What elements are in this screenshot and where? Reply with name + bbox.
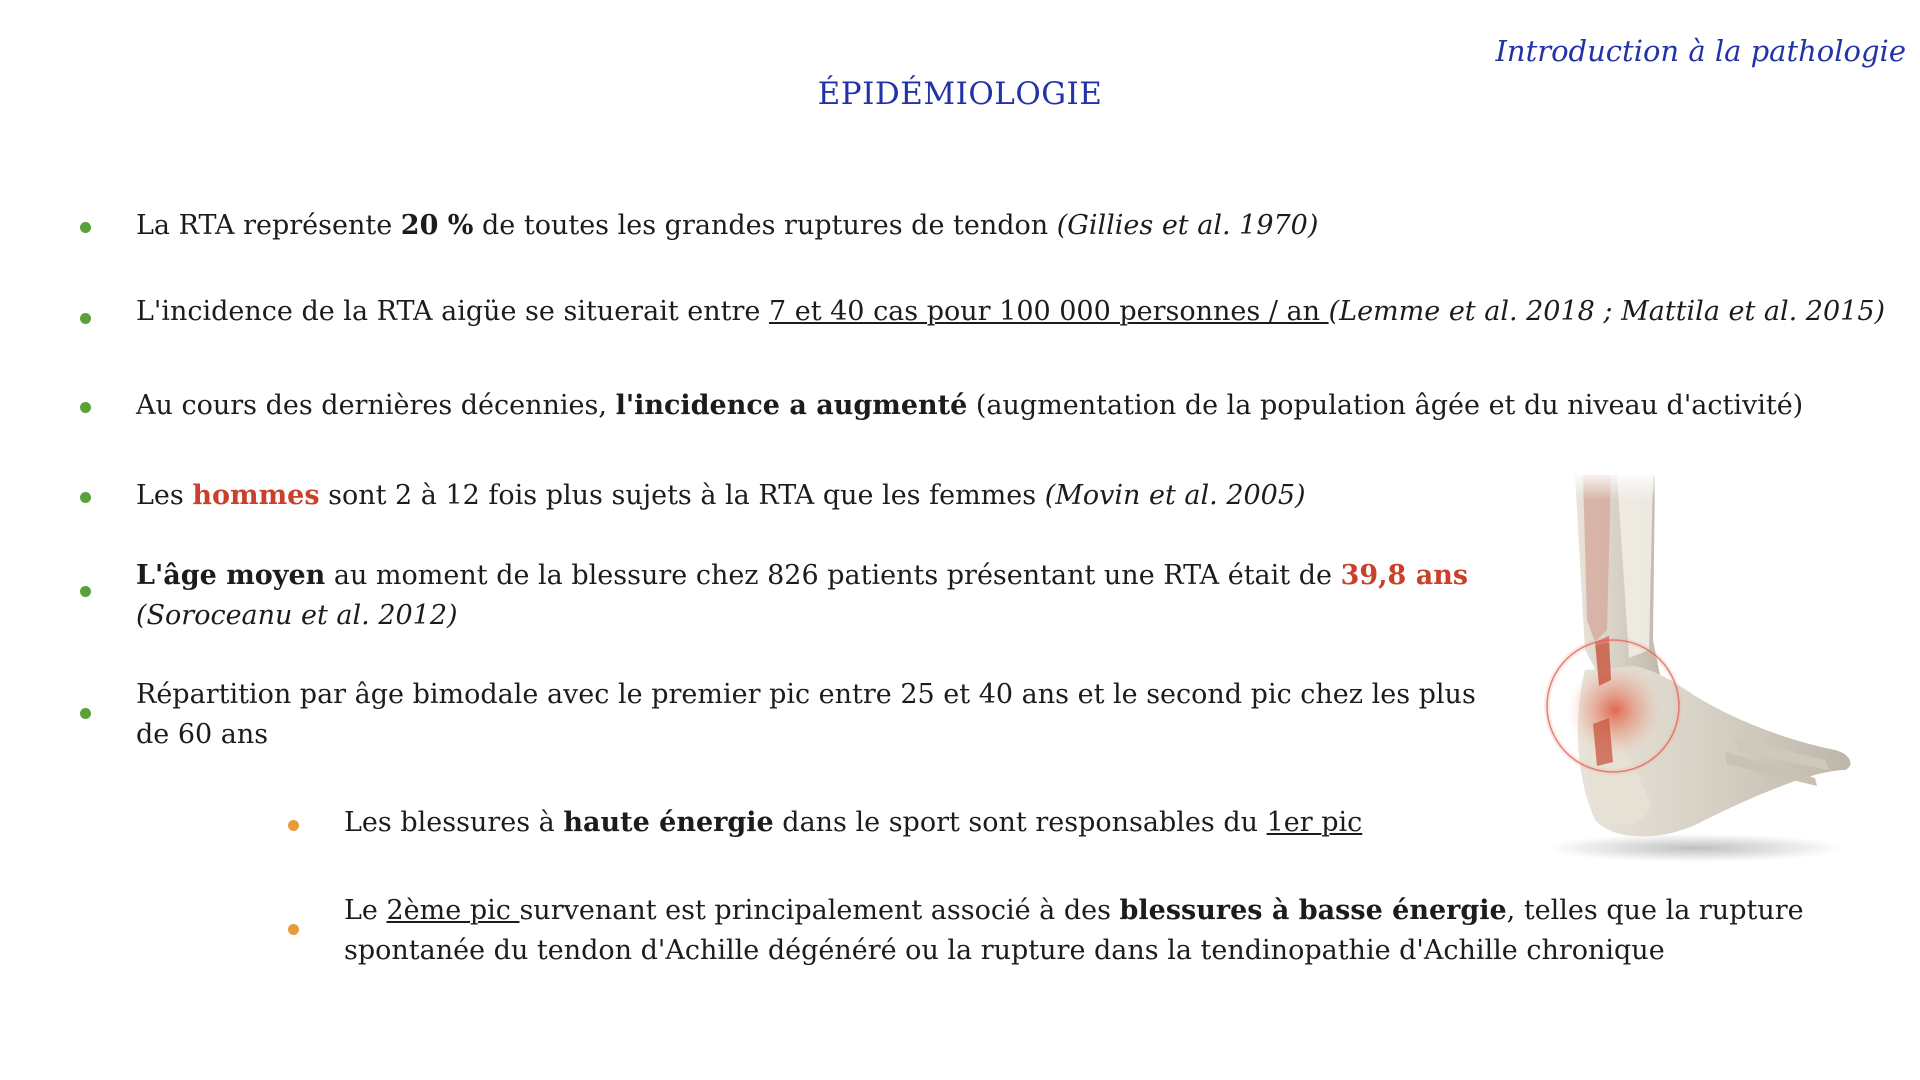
text-underlined: 7 et 40 cas pour 100 000 personnes / an [768,296,1329,327]
bullet-item [0,292,1920,336]
achilles-rupture-illustration [1525,470,1865,870]
bullet-text: Répartition par âge bimodale avec le premier pic entre 25 et 40 ans et le second pic chez les plus de 60 ans [136,679,1476,750]
text-highlight: 39,8 ans [1340,560,1469,591]
text-segment: La RTA représente [136,210,401,241]
bullet-item [0,386,1920,430]
bullet-text [136,556,1476,636]
text-segment: Les blessures à [344,807,564,838]
citation: (Gillies et al. 1970) [1056,210,1319,241]
bullet-text [136,206,1318,246]
text-bold: blessures à basse énergie [1119,895,1507,926]
text-segment: au moment de la blessure chez 826 patients présentant une RTA était de [325,560,1341,591]
bullet-text [136,476,1306,516]
text-segment: L'incidence de la RTA aigüe se situerait entre [136,296,769,327]
text-segment: de toutes les grandes ruptures de tendon [473,210,1057,241]
text-segment: survenant est principalement associé à des [519,895,1120,926]
bullet-dot-icon [80,492,91,503]
text-segment: Le [344,895,387,926]
bullet-dot-icon [288,924,299,935]
bullet-item [0,206,1920,250]
text-highlight: hommes [192,480,320,511]
bullet-text [344,891,1844,971]
bullet-dot-icon [80,402,91,413]
text-segment: sont 2 à 12 fois plus sujets à la RTA que les femmes [319,480,1045,511]
bullet-text [136,292,1885,332]
text-bold: L'âge moyen [136,560,326,591]
citation: (Lemme et al. 2018 ; Mattila et al. 2015) [1328,296,1886,327]
citation: (Movin et al. 2005) [1044,480,1306,511]
text-segment: , telles que la rupture spontanée du tendon d'Achille dégénéré ou la rupture dans la tendinopathie d'Achille chronique [344,895,1804,966]
slide-title: ÉPIDÉMIOLOGIE [817,76,1103,112]
sub-bullet-item [0,891,1920,975]
text-bold: l'incidence a augmenté [615,390,968,421]
bullet-dot-icon [80,586,91,597]
text-bold: haute énergie [563,807,774,838]
citation: (Soroceanu et al. 2012) [136,600,458,631]
slide-subtitle: Introduction à la pathologie [1495,34,1906,68]
bullet-dot-icon [288,820,299,831]
text-segment: Les [136,480,193,511]
bullet-text [344,803,1362,843]
text-segment: dans le sport sont responsables du [773,807,1267,838]
text-segment: (augmentation de la population âgée et du niveau d'activité) [967,390,1804,421]
bullet-dot-icon [80,222,91,233]
bullet-text [136,386,1803,426]
text-underlined: 2ème pic [386,895,520,926]
bullet-dot-icon [80,708,91,719]
text-segment: Au cours des dernières décennies, [136,390,616,421]
text-bold: 20 % [400,210,474,241]
text-underlined: 1er pic [1266,807,1363,838]
bullet-dot-icon [80,313,91,324]
